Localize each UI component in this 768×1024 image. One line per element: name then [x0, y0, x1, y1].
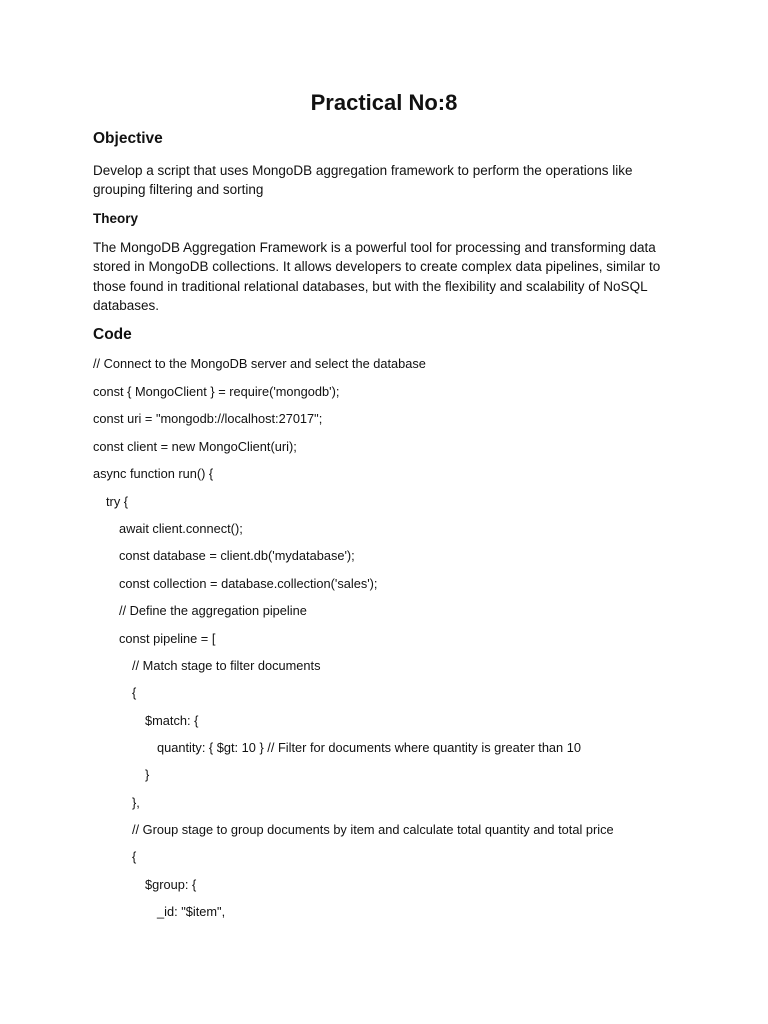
code-line: // Connect to the MongoDB server and select the database	[93, 356, 426, 371]
code-line: }	[145, 767, 150, 782]
code-line: async function run() {	[93, 466, 214, 481]
code-line: const uri = "mongodb://localhost:27017";	[93, 411, 323, 426]
code-line: {	[132, 849, 137, 864]
code-line: $group: {	[145, 877, 197, 892]
code-heading: Code	[93, 326, 132, 343]
code-line: quantity: { $gt: 10 } // Filter for documents where quantity is greater than 10	[157, 740, 581, 755]
code-line: {	[132, 685, 137, 700]
code-line: // Define the aggregation pipeline	[119, 603, 307, 618]
code-line: // Group stage to group documents by item and calculate total quantity and total price	[132, 822, 614, 837]
code-line: $match: {	[145, 713, 199, 728]
code-line: const client = new MongoClient(uri);	[93, 439, 297, 454]
code-line: try {	[106, 494, 129, 509]
code-line: },	[132, 795, 140, 810]
theory-paragraph: The MongoDB Aggregation Framework is a powerful tool for processing and transforming data stored in MongoDB collections. It allows developers to create complex data pipelines, similar to those found in traditional relational databases, but with the flexibility and scalability of NoSQL databases.	[93, 240, 661, 313]
code-line: await client.connect();	[119, 521, 243, 536]
objective-heading: Objective	[93, 130, 163, 147]
objective-paragraph: Develop a script that uses MongoDB aggregation framework to perform the operations like grouping filtering and sorting	[93, 163, 633, 198]
code-line: // Match stage to filter documents	[132, 658, 321, 673]
code-line: const pipeline = [	[119, 631, 216, 646]
code-line: const { MongoClient } = require('mongodb');	[93, 384, 340, 399]
code-line: _id: "$item",	[157, 904, 226, 919]
document-title: Practical No:8	[310, 90, 458, 115]
code-line: const collection = database.collection('sales');	[119, 576, 378, 591]
code-line: const database = client.db('mydatabase');	[119, 548, 355, 563]
theory-heading: Theory	[93, 211, 139, 226]
